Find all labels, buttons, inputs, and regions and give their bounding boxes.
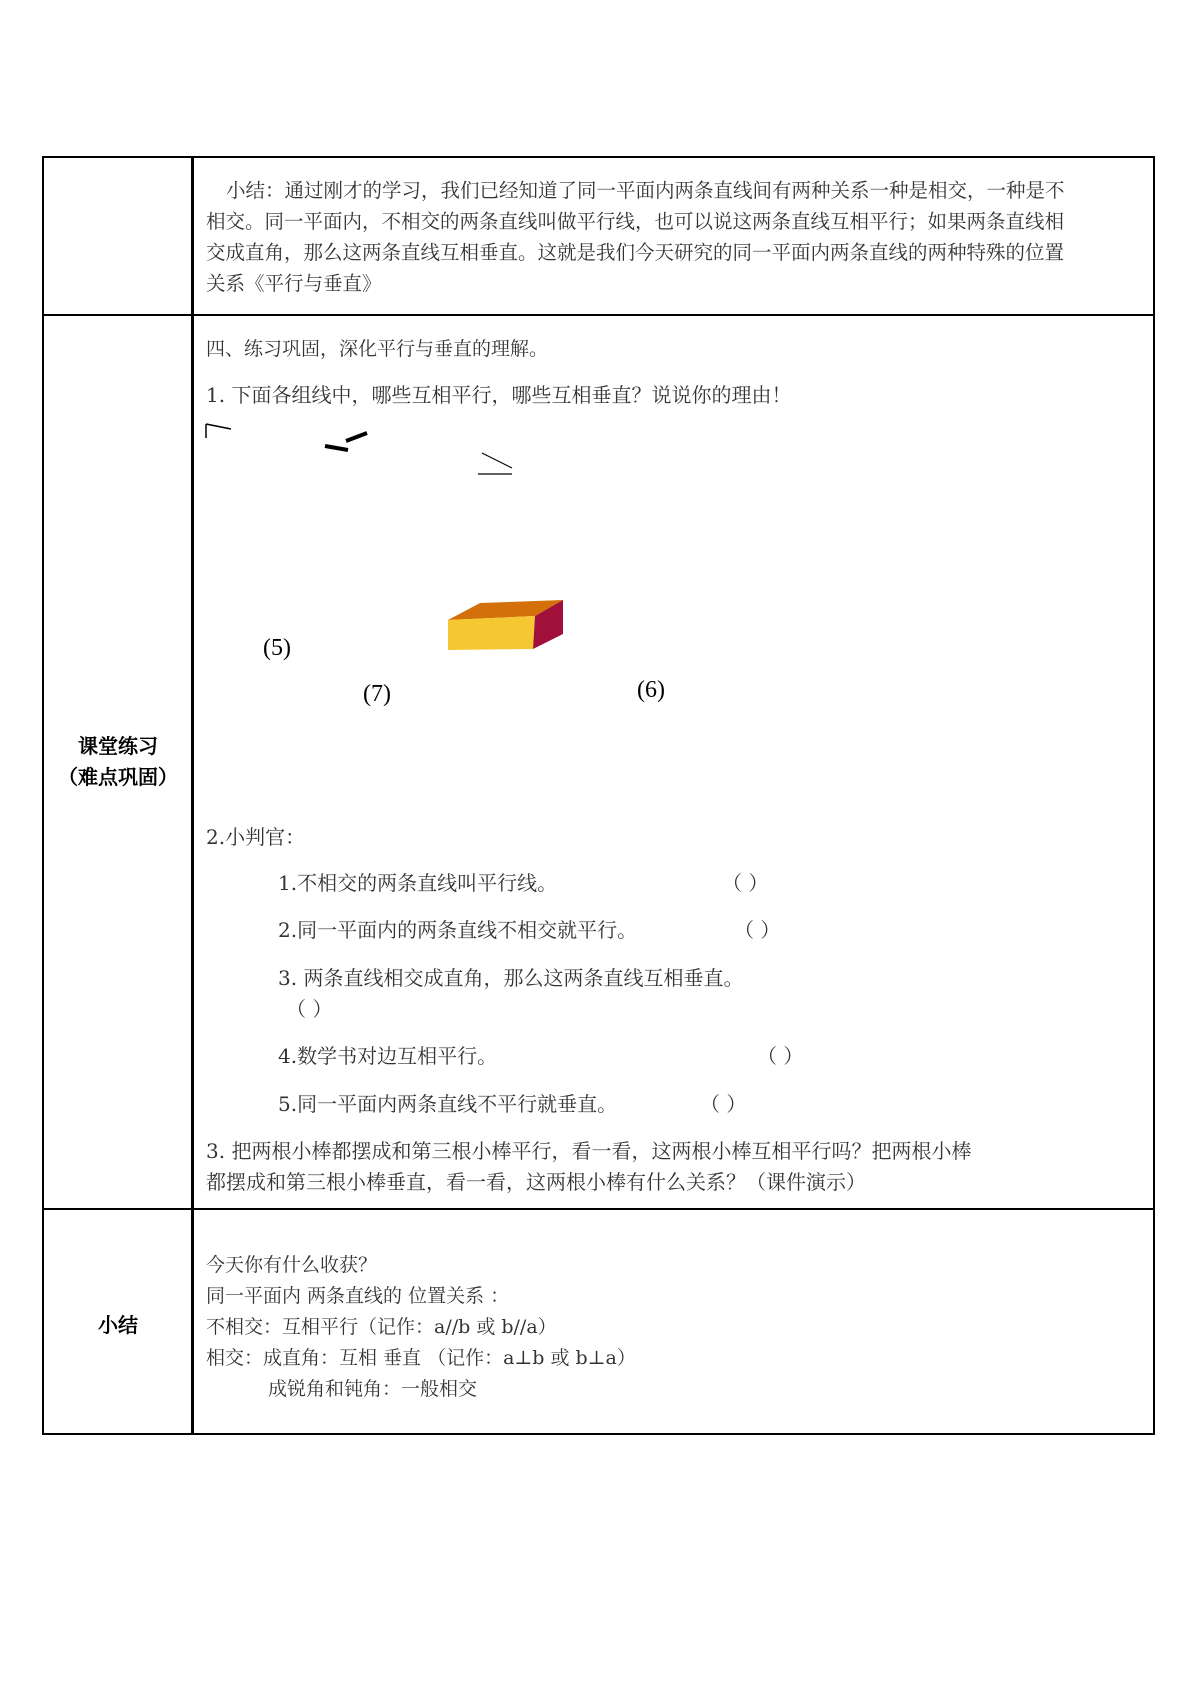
judge-item-1: 1.不相交的两条直线叫平行线。 bbox=[278, 871, 558, 895]
summary-line-4: 相交：成直角：互相 垂直 （记作：a⊥b 或 b⊥a） bbox=[206, 1347, 636, 1369]
practice-label-line2: （难点巩固） bbox=[58, 765, 178, 789]
figure-label-7: (7) bbox=[363, 681, 391, 707]
summary-line-2: 同一平面内 两条直线的 位置关系 ： bbox=[206, 1285, 510, 1307]
summary-line-3: 不相交：互相平行（记作：a//b 或 b//a） bbox=[206, 1316, 557, 1338]
judge-item-2-bracket[interactable]: （ ） bbox=[734, 918, 781, 942]
question-3-line2: 都摆成和第三根小棒垂直，看一看，这两根小棒有什么关系？（课件演示） bbox=[206, 1170, 866, 1194]
question-2-title: 2.小判官： bbox=[206, 825, 306, 849]
angle-lines-group bbox=[206, 424, 231, 438]
judge-item-3-bracket[interactable]: （ ） bbox=[286, 997, 333, 1021]
figure-label-5: (5) bbox=[263, 635, 291, 661]
judge-item-4: 4.数学书对边互相平行。 bbox=[278, 1044, 498, 1068]
summary-line-1: 今天你有什么收获？ bbox=[206, 1254, 378, 1276]
judge-item-5: 5.同一平面内两条直线不平行就垂直。 bbox=[278, 1092, 618, 1116]
judge-item-4-bracket[interactable]: （ ） bbox=[757, 1044, 804, 1068]
judge-item-1-bracket[interactable]: （ ） bbox=[722, 871, 769, 895]
summary-label: 小结 bbox=[98, 1313, 138, 1337]
question-1: 1. 下面各组线中，哪些互相平行，哪些互相垂直？说说你的理由！ bbox=[206, 383, 792, 407]
intro-line-4: 关系《平行与垂直》 bbox=[206, 272, 382, 295]
intro-line-3: 交成直角，那么这两条直线互相垂直。这就是我们今天研究的同一平面内两条直线的两种特殊的位置 bbox=[206, 241, 1065, 264]
practice-label-line1: 课堂练习 bbox=[78, 734, 158, 758]
intersecting-lines-group bbox=[478, 453, 512, 474]
practice-heading: 四、练习巩固，深化平行与垂直的理解。 bbox=[206, 338, 549, 360]
short-thick-lines-group bbox=[325, 433, 367, 450]
figure-label-6: (6) bbox=[637, 677, 665, 703]
rectangular-prism-figure bbox=[448, 600, 563, 650]
summary-line-5: 成锐角和钝角：一般相交 bbox=[268, 1378, 478, 1400]
judge-item-2: 2.同一平面内的两条直线不相交就平行。 bbox=[278, 918, 638, 942]
intro-line-1: 小结：通过刚才的学习，我们已经知道了同一平面内两条直线间有两种关系一种是相交，一种是不 bbox=[226, 179, 1065, 202]
intro-line-2: 相交。同一平面内，不相交的两条直线叫做平行线，也可以说这两条直线互相平行；如果两条直线相 bbox=[206, 210, 1065, 233]
judge-item-5-bracket[interactable]: （ ） bbox=[700, 1092, 747, 1116]
judge-item-3: 3. 两条直线相交成直角，那么这两条直线互相垂直。 bbox=[278, 966, 744, 990]
question-3-line1: 3. 把两根小棒都摆成和第三根小棒平行，看一看，这两根小棒互相平行吗？把两根小棒 bbox=[206, 1139, 972, 1163]
